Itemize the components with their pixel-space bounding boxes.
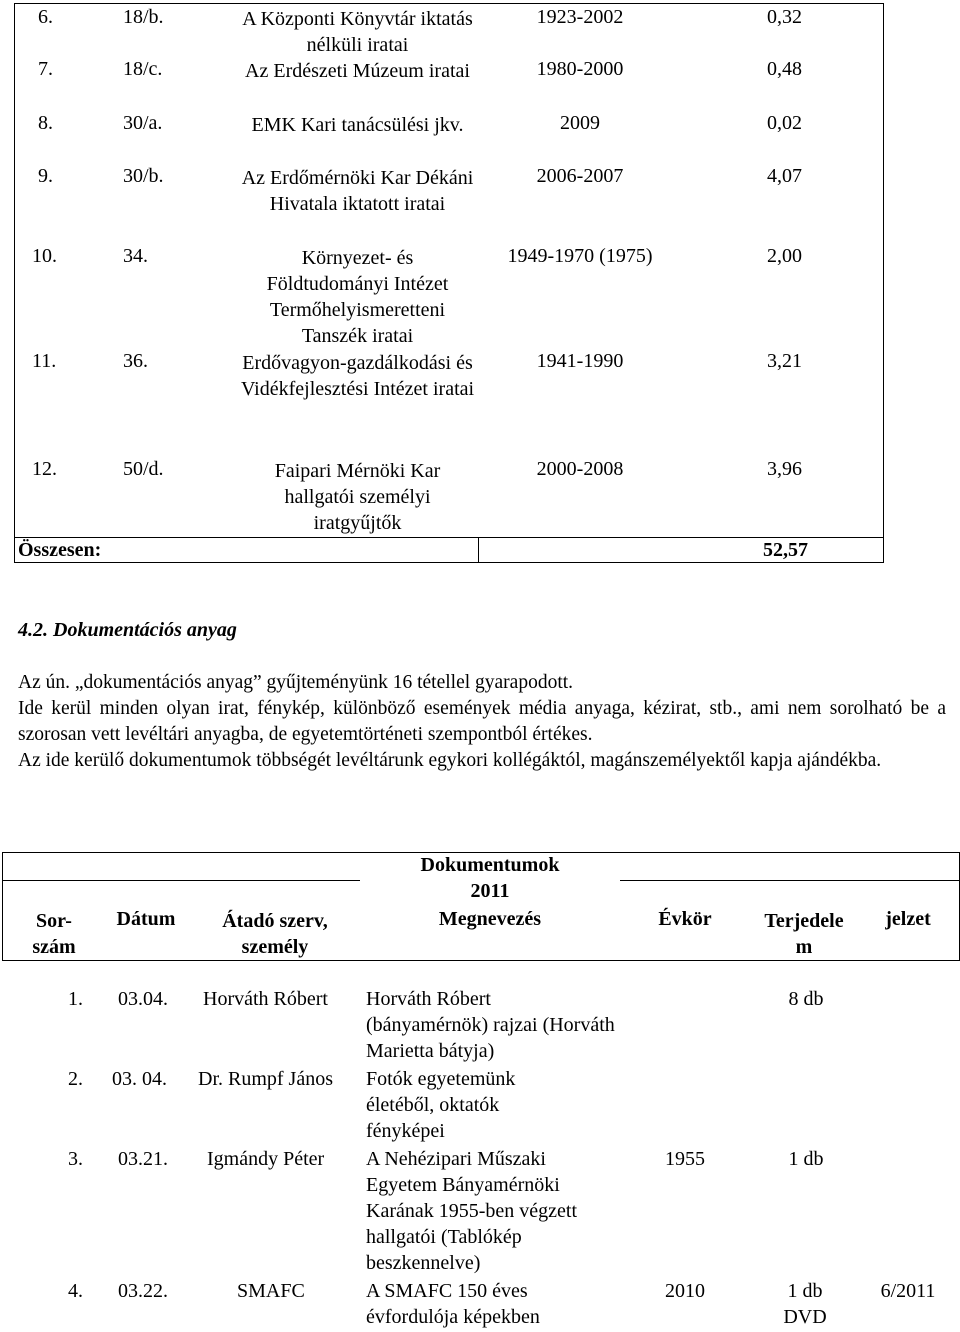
row-code: 34. <box>123 245 148 267</box>
row-years: 2006-2007 <box>536 165 624 187</box>
row-date: 03. 04. <box>112 1068 167 1090</box>
row-years: 1955 <box>665 1148 705 1170</box>
row-years: 2009 <box>560 112 600 134</box>
row-date: 03.04. <box>118 988 168 1010</box>
row-description: Fotók egyetemünk életéből, oktatók fényképei <box>366 1068 516 1142</box>
header-evkor: Évkör <box>658 908 712 930</box>
row-size: 3,21 <box>767 350 802 372</box>
row-years: 2010 <box>665 1280 705 1302</box>
row-description: A SMAFC 150 éves évfordulója képekben <box>366 1280 540 1328</box>
paragraph: Ide kerül minden olyan irat, fénykép, különböző események média anyaga, kézirat, stb., ami nem sorolható be a szorosan vett levéltári anyagba, de egyetemtörténeti szempontból értékes. <box>18 698 946 745</box>
paragraph: Az ide kerülő dokumentumok többségét levéltárunk egykori kollégáktól, magánszemélyektől kapja ajándékba. <box>18 750 882 771</box>
header-terjedelem: Terjedelem <box>764 910 844 958</box>
row-size: 0,02 <box>767 112 802 134</box>
section-heading: 4.2. Dokumentációs anyag <box>18 619 237 641</box>
row-name: Az Erdőmérnöki Kar Dékáni Hivatala iktatott iratai <box>241 167 474 215</box>
total-label: Összesen: <box>18 539 102 561</box>
header-jelzet: jelzet <box>885 908 931 930</box>
row-code: 18/c. <box>123 58 163 80</box>
row-extent: 1 db <box>788 1148 824 1170</box>
row-name: Az Erdészeti Múzeum iratai <box>245 60 470 82</box>
row-name: Faipari Mérnöki Kar hallgatói személyi iratgyűjtők <box>274 460 441 534</box>
row-number: 9. <box>38 165 53 187</box>
row-size: 4,07 <box>767 165 802 187</box>
row-extent: 1 db DVD <box>783 1280 827 1328</box>
row-number: 2. <box>68 1068 83 1090</box>
paragraph: Az ún. „dokumentációs anyag” gyűjteményünk 16 tétellel gyarapodott. <box>18 672 574 693</box>
row-number: 4. <box>68 1280 83 1302</box>
table-title: Dokumentumok <box>420 854 560 876</box>
row-code: 50/d. <box>123 458 164 480</box>
row-years: 1980-2000 <box>536 58 624 80</box>
total-value: 52,57 <box>763 539 808 561</box>
row-years: 1949-1970 (1975) <box>507 245 653 267</box>
row-date: 03.22. <box>118 1280 168 1302</box>
row-size: 0,48 <box>767 58 802 80</box>
row-donor: Horváth Róbert <box>203 988 328 1010</box>
table-year: 2011 <box>470 880 510 902</box>
row-name: Erdővagyon-gazdálkodási és Vidékfejlesztési Intézet iratai <box>240 352 475 400</box>
row-number: 11. <box>32 350 57 372</box>
row-code: 36. <box>123 350 148 372</box>
header-atado: Átadó szerv, személy <box>222 910 328 958</box>
row-size: 2,00 <box>767 245 802 267</box>
header-megnevezes: Megnevezés <box>438 908 542 930</box>
row-description: Horváth Róbert (bányamérnök) rajzai (Horváth Marietta bátyja) <box>366 988 615 1062</box>
row-number: 10. <box>32 245 57 267</box>
row-years: 1941-1990 <box>536 350 624 372</box>
header-datum: Dátum <box>116 908 176 930</box>
row-code: 30/b. <box>123 165 164 187</box>
row-name: EMK Kari tanácsülési jkv. <box>251 114 464 136</box>
row-number: 7. <box>38 58 53 80</box>
row-code: 30/a. <box>123 112 163 134</box>
row-name: Környezet- és Földtudományi Intézet Termőhelyismeretteni Tanszék iratai <box>266 247 449 347</box>
row-number: 6. <box>38 6 53 28</box>
row-extent: 8 db <box>788 988 824 1010</box>
row-ref: 6/2011 <box>880 1280 936 1302</box>
row-size: 3,96 <box>767 458 802 480</box>
header-sorszam: Sor-szám <box>32 910 76 958</box>
row-donor: SMAFC <box>237 1280 305 1302</box>
row-number: 12. <box>32 458 57 480</box>
row-date: 03.21. <box>118 1148 168 1170</box>
row-number: 8. <box>38 112 53 134</box>
row-number: 3. <box>68 1148 83 1170</box>
row-name: A Központi Könyvtár iktatás nélküli iratai <box>242 8 473 56</box>
row-code: 18/b. <box>123 6 164 28</box>
row-size: 0,32 <box>767 6 802 28</box>
row-description: A Nehézipari Műszaki Egyetem Bányamérnöki Karának 1955-ben végzett hallgatói (Tablókép beszkennelve) <box>366 1148 578 1274</box>
row-donor: Igmándy Péter <box>207 1148 325 1170</box>
row-years: 2000-2008 <box>536 458 624 480</box>
row-number: 1. <box>68 988 83 1010</box>
row-donor: Dr. Rumpf János <box>198 1068 333 1090</box>
row-years: 1923-2002 <box>536 6 624 28</box>
